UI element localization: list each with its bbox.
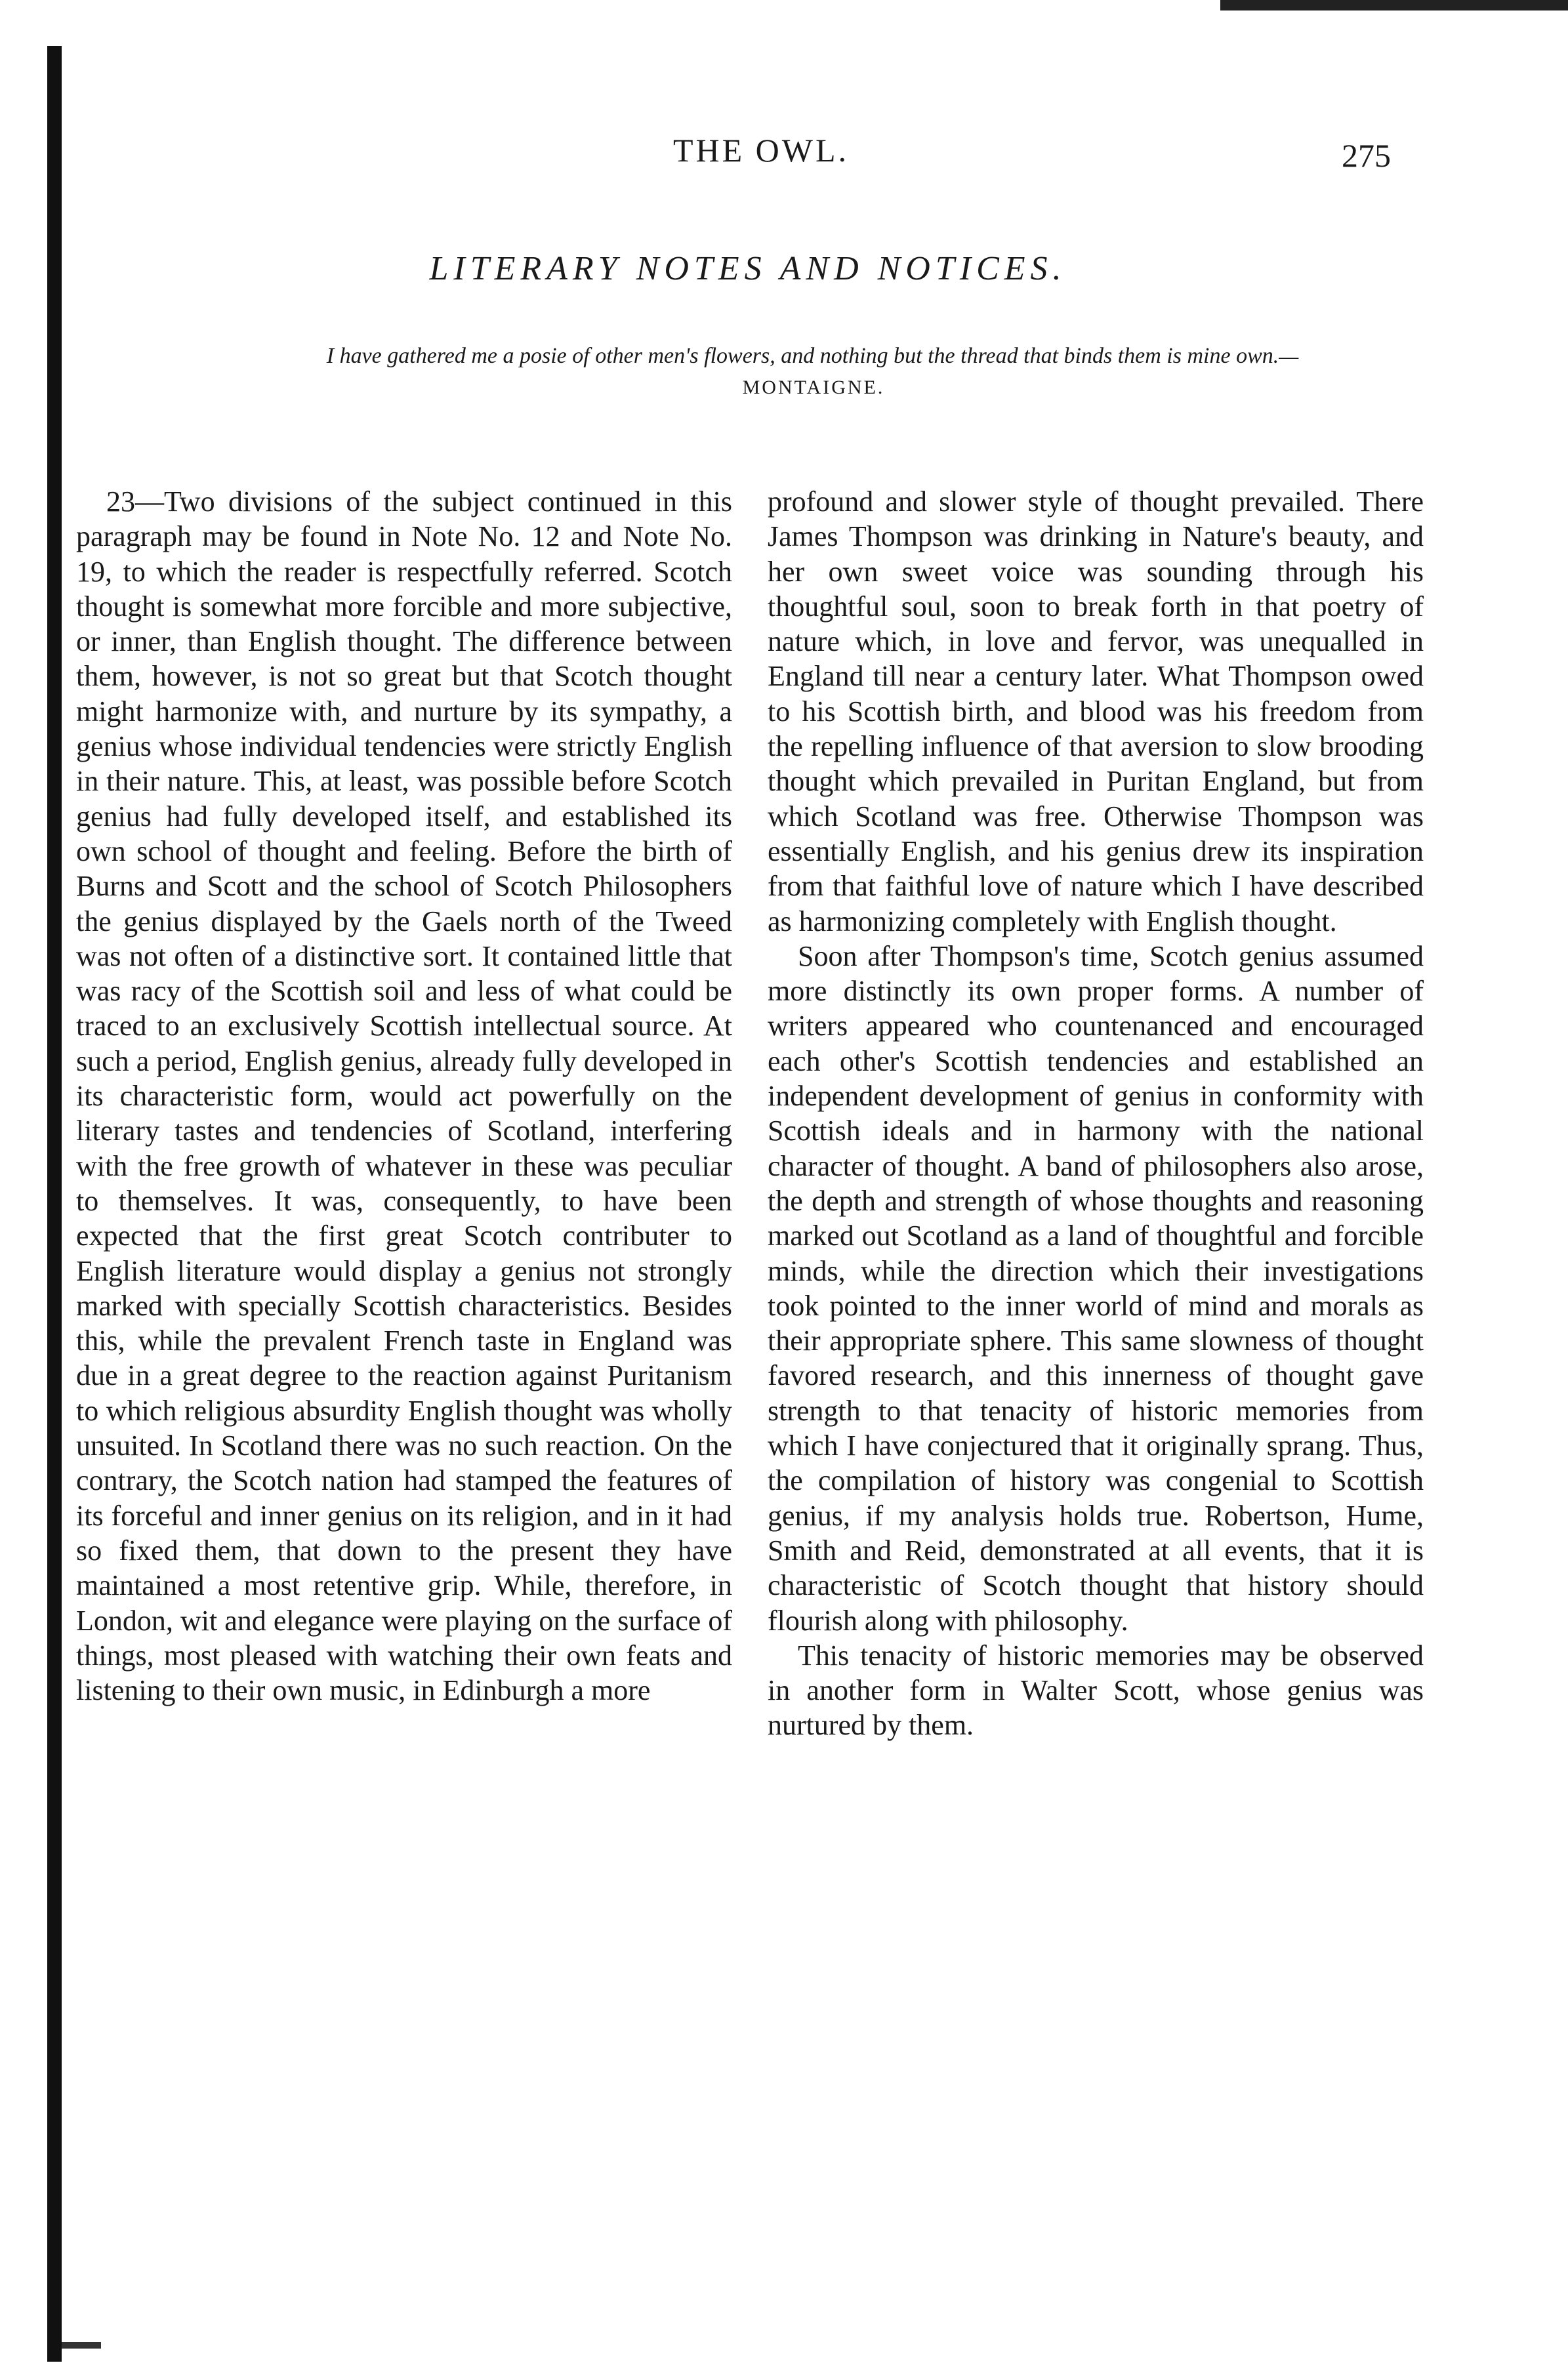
scan-edge-bottom [62,2342,101,2349]
journal-title: THE OWL. [672,132,850,169]
scan-edge-left [47,46,62,2362]
left-paragraph-1: 23—Two divisions of the subject continued in this paragraph may be found in Note No. 12 and Note No. 19, to which the reader is respectfully referred. Scotch thought is somewhat more forcible and more subjective, or inner, than English thought. The difference between them, however, is not so great but that Scotch thought might harmonize with, and nurture by its sympathy, a genius whose individual tendencies were strictly English in their nature. This, at least, was possible before Scotch genius had fully developed itself, and established its own school of thought and feeling. Before the birth of Burns and Scott and the school of Scotch Philosophers the genius displayed by the Gaels north of the Tweed was not often of a distinctive sort. It contained little that was racy of the Scottish soil and less of what could be traced to an exclusively Scottish intellectual source. At such a period, English genius, already fully developed in its characteristic form, would act powerfully on the literary tastes and tendencies of Scotland, interfering with the free growth of whatever in these was peculiar to themselves. It was, consequently, to have been expected that the first great Scotch contributer to English literature would display a genius not strongly marked with specially Scottish characteristics. Besides this, while the prevalent French taste in England was due in a great degree to the reaction against Puritanism to which religious absurdity English thought was wholly unsuited. In Scotland there was no such reaction. On the contrary, the Scotch nation had stamped the features of its forceful and inner genius on its religion, and in it had so fixed them, that down to the present they have maintained a most retentive grip. While, therefore, in London, wit and elegance were playing on the surface of things, most pleased with watching their own feats and listening to their own music, in Edinburgh a more [76,485,732,1707]
section-title: LITERARY NOTES AND NOTICES. [429,250,1067,287]
page-number: 275 [1342,137,1391,174]
right-paragraph-2: Soon after Thompson's time, Scotch genius assumed more distinctly its own proper forms. A number of writers appeared who countenanced and encouraged each other's Scottish tendencies and established an independent development of genius in conformity with Scottish ideals and in harmony with the national character of thought. A band of philosophers also arose, the depth and strength of whose thoughts and reasoning marked out Scotland as a land of thoughtful and forcible minds, while the direction which their investigations took pointed to the inner world of mind and morals as their appropriate sphere. This same slowness of thought favored research, and this innerness of thought gave strength to that tenacity of historic memories from which I have conjectured that it originally sprang. Thus, the compilation of history was congenial to Scottish genius, if my analysis holds true. Robertson, Hume, Smith and Reid, demonstrated at all events, that it is characteristic of Scotch thought that history should flourish along with philosophy. [768,939,1424,1637]
epigraph [315,341,1312,403]
right-paragraph-3: This tenacity of historic memories may be observed in another form in Walter Scott, whose genius was nurtured by them. [768,1639,1424,1742]
right-column [768,484,1424,1743]
epigraph-attribution: —MONTAIGNE. [742,346,1301,398]
left-column [76,484,732,1708]
running-head [0,131,1568,184]
right-paragraph-1: profound and slower style of thought prevailed. There James Thompson was drinking in Nature's beauty, and her own sweet voice was sounding through his thoughtful soul, soon to break forth in that poetry of nature which, in love and fervor, was unequalled in England till near a century later. What Thompson owed to his Scottish birth, and blood was his freedom from the repelling influence of that aversion to slow brooding thought which prevailed in Puritan England, but from which Scotland was free. Otherwise Thompson was essentially English, and his genius drew its inspiration from that faithful love of nature which I have described as harmonizing completely with English thought. [768,485,1424,937]
scan-edge-top [1220,0,1568,10]
epigraph-text: I have gathered me a posie of other men's flowers, and nothing but the thread that binds them is mine own. [326,344,1279,368]
